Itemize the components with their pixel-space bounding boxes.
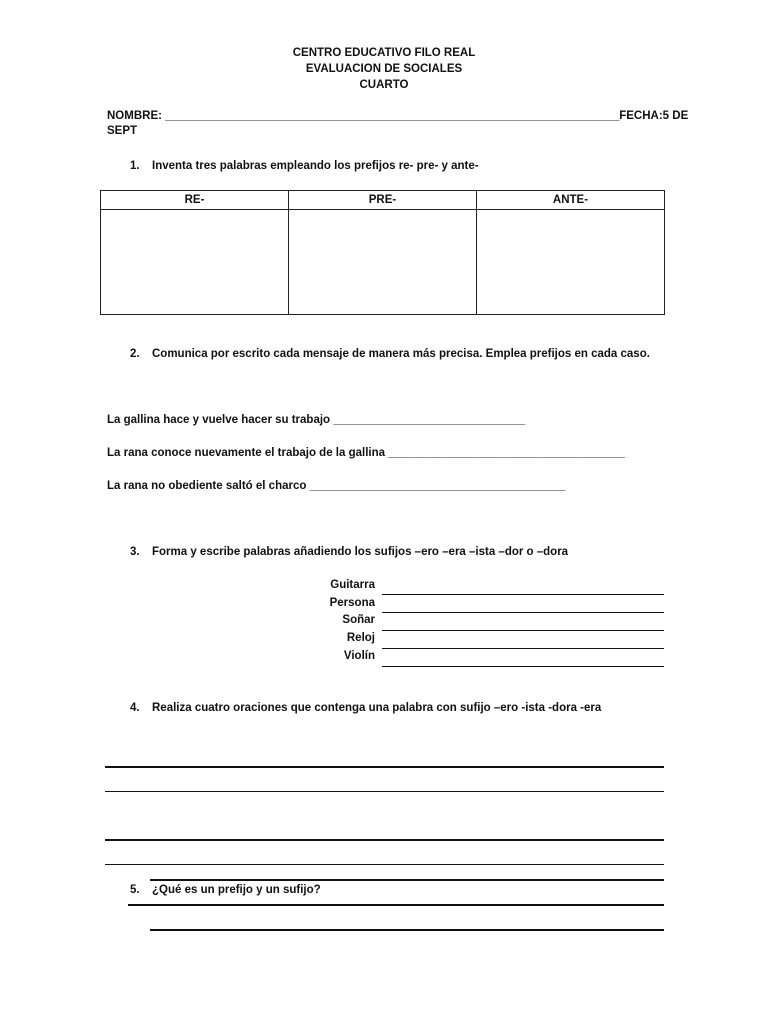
question-1-text: Inventa tres palabras empleando los prefijos re- pre- y ante- (152, 160, 479, 172)
grade-label: CUARTO (359, 79, 409, 91)
sentence-line-2[interactable] (105, 791, 664, 792)
answer-line-sonar[interactable] (382, 630, 664, 631)
column-header-ante: ANTE- (477, 191, 665, 210)
school-name: CENTRO EDUCATIVO FILO REAL (292, 47, 476, 59)
column-header-pre: PRE- (289, 191, 477, 210)
date-line-continuation: SEPT (107, 125, 138, 137)
answer-line-guitarra[interactable] (382, 594, 664, 595)
word-sonar: Soñar (342, 614, 375, 626)
sentence-3[interactable]: La rana no obediente saltó el charco ________________________________________ (107, 480, 566, 492)
question-5-top-rule (150, 879, 664, 881)
answer-cell-pre[interactable] (289, 210, 477, 315)
question-2-number: 2. (130, 348, 140, 360)
question-1 (130, 160, 479, 172)
question-3-number: 3. (130, 546, 140, 558)
column-header-re: RE- (101, 191, 289, 210)
answer-line-reloj[interactable] (382, 648, 664, 649)
question-3 (130, 546, 568, 558)
prefix-table (100, 190, 665, 315)
word-guitarra: Guitarra (330, 579, 375, 591)
word-persona: Persona (329, 597, 375, 609)
sentence-line-1[interactable] (105, 766, 664, 768)
word-reloj: Reloj (346, 632, 375, 644)
question-1-number: 1. (130, 160, 140, 172)
answer-line-1[interactable] (128, 904, 664, 906)
exam-title: EVALUACION DE SOCIALES (305, 63, 463, 75)
sentence-2[interactable]: La rana conoce nuevamente el trabajo de la gallina _____________________________________ (107, 447, 625, 459)
answer-line-persona[interactable] (382, 612, 664, 613)
sentence-line-4[interactable] (105, 864, 664, 865)
answer-cell-ante[interactable] (477, 210, 665, 315)
question-4-number: 4. (130, 702, 140, 714)
question-5 (130, 884, 321, 896)
sentence-1[interactable]: La gallina hace y vuelve hacer su trabajo ______________________________ (107, 414, 526, 426)
question-5-text: ¿Qué es un prefijo y un sufijo? (152, 884, 321, 896)
answer-line-violin[interactable] (382, 666, 664, 667)
word-violin: Violín (343, 650, 375, 662)
question-5-number: 5. (130, 884, 140, 896)
answer-line-2[interactable] (150, 929, 664, 931)
question-4-text: Realiza cuatro oraciones que contenga una palabra con sufijo –ero -ista -dora -era (152, 702, 602, 714)
question-2 (130, 348, 650, 360)
name-date-line[interactable]: NOMBRE: _______________________________________________________________________FECHA:5 DE (107, 110, 689, 122)
question-4 (130, 702, 601, 714)
answer-cell-re[interactable] (101, 210, 289, 315)
question-2-text: Comunica por escrito cada mensaje de manera más precisa. Emplea prefijos en cada caso. (152, 348, 650, 360)
question-3-text: Forma y escribe palabras añadiendo los sufijos –ero –era –ista –dor o –dora (152, 546, 569, 558)
sentence-line-3[interactable] (105, 839, 664, 841)
